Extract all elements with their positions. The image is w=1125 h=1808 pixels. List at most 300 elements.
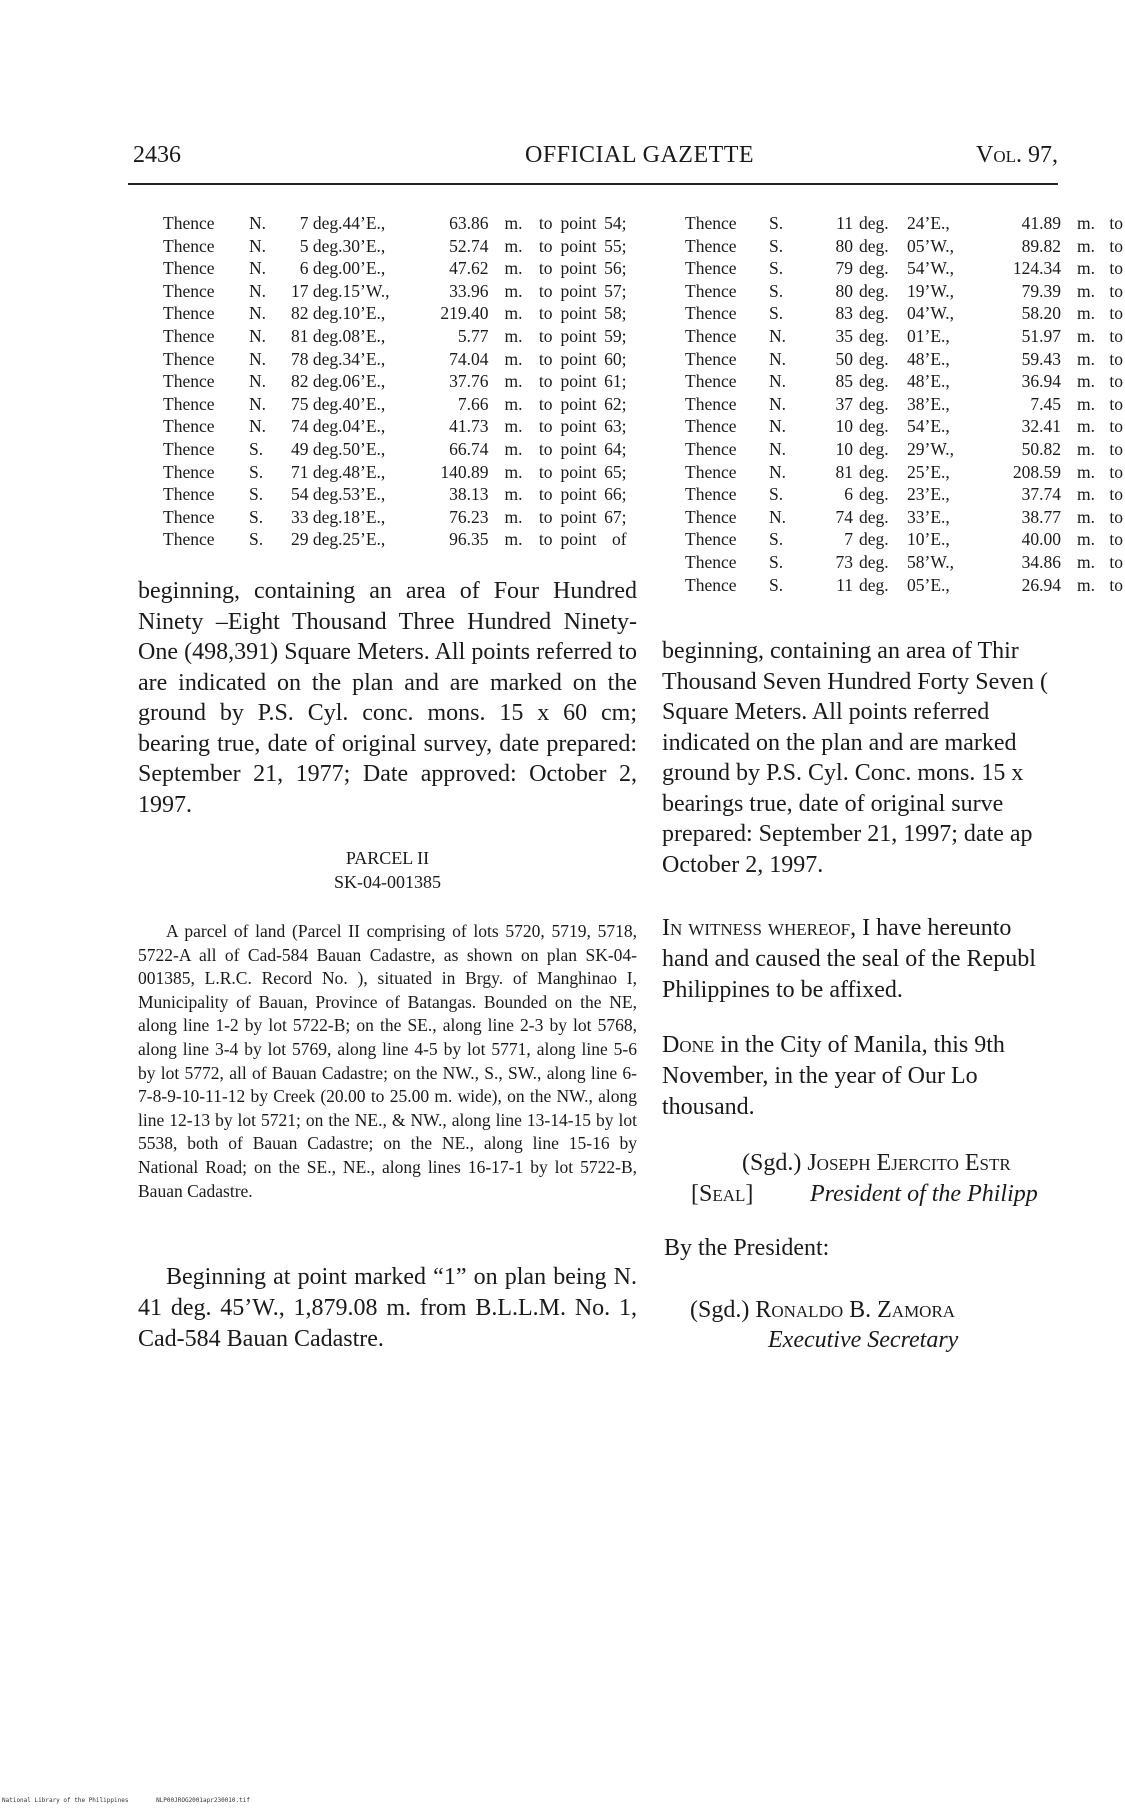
witness-line3: Philippines to be affixed. xyxy=(662,977,903,1003)
course-cell: N. xyxy=(249,213,267,233)
course-cell: 05’E., xyxy=(907,574,950,595)
scan-footer xyxy=(2,1797,274,1804)
course-cell: N. xyxy=(769,461,787,482)
right-courses-table xyxy=(685,212,1123,596)
course-row xyxy=(685,370,1123,393)
course-cell: 04’E., xyxy=(342,416,386,437)
course-cell: to xyxy=(1109,461,1123,482)
president-name: Joseph Ejercito Estr xyxy=(807,1150,1011,1176)
course-cell: to xyxy=(538,506,553,527)
course-cell: N. xyxy=(769,393,787,414)
course-cell: Thence xyxy=(685,529,737,550)
left-courses-table xyxy=(163,212,627,551)
course-cell: N. xyxy=(249,303,267,324)
course-cell: 76.23 xyxy=(449,506,489,527)
course-cell: Thence xyxy=(163,416,215,437)
course-cell: deg. xyxy=(859,325,889,346)
course-cell: m. xyxy=(1077,371,1095,392)
course-cell: Thence xyxy=(685,303,737,324)
course-cell: 01’E., xyxy=(907,325,950,346)
course-row xyxy=(685,461,1123,484)
course-cell: Thence xyxy=(163,529,215,550)
course-cell: 38.77 xyxy=(1021,506,1061,527)
course-cell: 10 xyxy=(835,416,853,437)
course-cell: 74 deg. xyxy=(291,416,343,437)
course-cell: 66; xyxy=(604,484,627,505)
course-cell: Thence xyxy=(685,325,737,346)
course-cell: to xyxy=(1109,325,1123,346)
course-cell: to xyxy=(1109,258,1123,279)
course-cell: 40’E., xyxy=(342,393,386,414)
course-cell: 81 xyxy=(835,461,853,482)
course-row xyxy=(685,415,1123,438)
course-cell: Thence xyxy=(163,371,215,392)
course-cell: to xyxy=(1109,506,1123,527)
course-cell: to xyxy=(1109,348,1123,369)
course-cell: 17 deg. xyxy=(291,280,343,301)
course-cell: 25’E., xyxy=(907,461,950,482)
course-cell: Thence xyxy=(685,213,737,233)
course-cell: point xyxy=(560,280,597,301)
course-cell: S. xyxy=(769,574,784,595)
course-cell: m. xyxy=(1077,461,1095,482)
course-cell: Thence xyxy=(163,506,215,527)
course-cell: 59; xyxy=(604,325,627,346)
course-cell: m. xyxy=(504,325,523,346)
course-cell: N. xyxy=(769,348,787,369)
course-cell: 67; xyxy=(604,506,627,527)
course-cell: 58.20 xyxy=(1021,303,1061,324)
course-cell: m. xyxy=(504,438,523,459)
course-cell: m. xyxy=(504,280,523,301)
parcel-description: A parcel of land (Parcel II comprising of lots 5720, 5719, 5718, 5722-A all of Cad-584 Bauan Cadastre, as shown on plan SK-04-001385, L.R.C. Record No. ), situated in Brgy. of Manghinao I, Municipality of Bauan, Province of Batangas. Bounded on the NE, along line 1-2 by lot 5722-B; on the SE., along line 2-3 by lot 5768, along line 3-4 by lot 5769, along line 4-5 by lot 5771, along line 5-6 by lot 5772, all of Bauan Cadastre; on the NW., S., SW., along line 6-7-8-9-10-11-12 by Creek (20.00 to 25.00 m. wide), on the NW., along line 12-13 by lot 5721; on the NE., & NW., along line 13-14-15 by lot 5538, both of Bauan Cadastre; on the NE., along line 15-16 by National Road; on the SE., NE., along lines 16-17-1 by lot 5722-B, Bauan Cadastre. xyxy=(138,921,637,1201)
course-cell: 04’W., xyxy=(907,303,954,324)
course-cell: 6 deg. xyxy=(299,258,343,279)
course-cell: Thence xyxy=(163,348,215,369)
course-cell: 50 xyxy=(835,348,853,369)
course-cell: m. xyxy=(1077,438,1095,459)
by-the-president: By the President: xyxy=(664,1235,830,1261)
course-cell: point xyxy=(560,484,597,505)
course-row xyxy=(163,212,627,235)
parcel-title: PARCEL II xyxy=(345,848,430,868)
course-cell: to xyxy=(1109,529,1123,550)
course-cell: m. xyxy=(504,416,523,437)
course-cell: 11 xyxy=(836,213,853,233)
course-cell: Thence xyxy=(685,484,737,505)
closing-line: Thousand Seven Hundred Forty Seven ( xyxy=(662,668,1048,695)
course-cell: m. xyxy=(1077,484,1095,505)
course-cell: N. xyxy=(249,348,267,369)
course-cell: S. xyxy=(769,213,784,233)
course-cell: deg. xyxy=(859,484,889,505)
course-cell: Thence xyxy=(685,348,737,369)
course-cell: deg. xyxy=(859,416,889,437)
course-row xyxy=(685,574,1123,597)
course-cell: 74 xyxy=(835,506,853,527)
course-cell: deg. xyxy=(859,303,889,324)
course-cell: N. xyxy=(249,235,267,256)
course-cell: m. xyxy=(504,371,523,392)
course-cell: deg. xyxy=(859,574,889,595)
course-cell: N. xyxy=(769,325,787,346)
course-cell: 208.59 xyxy=(1012,461,1061,482)
course-row xyxy=(685,551,1123,574)
course-cell: m. xyxy=(504,484,523,505)
course-cell: m. xyxy=(1077,529,1095,550)
course-cell: Thence xyxy=(163,438,215,459)
course-cell: 29 deg. xyxy=(291,529,343,550)
course-cell: 58; xyxy=(604,303,627,324)
course-cell: 25’E., xyxy=(342,529,386,550)
course-cell: m. xyxy=(1077,416,1095,437)
course-cell: Thence xyxy=(685,371,737,392)
course-cell: 54’E., xyxy=(907,416,950,437)
secretary-signature xyxy=(690,1297,955,1324)
secretary-sgd: (Sgd.) xyxy=(690,1297,756,1323)
course-cell: 74.04 xyxy=(449,348,489,369)
course-cell: Thence xyxy=(685,393,737,414)
course-cell: 49 deg. xyxy=(291,438,343,459)
course-cell: 23’E., xyxy=(907,484,950,505)
course-cell: Thence xyxy=(163,484,215,505)
course-cell: deg. xyxy=(859,551,889,572)
course-cell: 51.97 xyxy=(1021,325,1061,346)
course-cell: deg. xyxy=(859,371,889,392)
course-cell: 7.66 xyxy=(457,393,489,414)
course-cell: m. xyxy=(1077,213,1095,233)
course-cell: m. xyxy=(504,235,523,256)
closing-line: Square Meters. All points referred xyxy=(662,699,990,725)
course-row xyxy=(685,348,1123,371)
course-row xyxy=(163,461,627,484)
header-rule xyxy=(128,183,1058,185)
course-cell: S. xyxy=(769,235,784,256)
course-cell: 54’W., xyxy=(907,258,954,279)
course-row xyxy=(163,438,627,461)
course-cell: 00’E., xyxy=(342,258,386,279)
course-row xyxy=(163,348,627,371)
course-cell: 50.82 xyxy=(1021,438,1061,459)
footer-file: NLP00JROG2001apr230010.tif xyxy=(156,1797,250,1804)
course-cell: 62; xyxy=(604,393,627,414)
course-row xyxy=(685,257,1123,280)
course-cell: Thence xyxy=(163,213,215,233)
course-cell: S. xyxy=(249,506,264,527)
course-cell: 66.74 xyxy=(449,438,489,459)
course-cell: 61; xyxy=(604,371,627,392)
course-cell: N. xyxy=(249,416,267,437)
course-cell: 08’E., xyxy=(342,325,386,346)
course-row xyxy=(685,483,1123,506)
course-cell: deg. xyxy=(859,393,889,414)
course-cell: point xyxy=(560,258,597,279)
course-cell: 140.89 xyxy=(440,461,489,482)
course-cell: point xyxy=(560,461,597,482)
course-cell: deg. xyxy=(859,438,889,459)
course-cell: m. xyxy=(1077,393,1095,414)
course-cell: 10 xyxy=(835,438,853,459)
course-cell: 7.45 xyxy=(1030,393,1061,414)
president-sgd: (Sgd.) xyxy=(742,1150,808,1176)
course-cell: 5 deg. xyxy=(299,235,343,256)
volume-label: Vol. 97, xyxy=(976,142,1058,168)
course-cell: S. xyxy=(769,280,784,301)
course-row xyxy=(163,280,627,303)
course-cell: m. xyxy=(504,461,523,482)
course-cell: Thence xyxy=(685,235,737,256)
course-cell: N. xyxy=(769,506,787,527)
course-cell: 80 xyxy=(835,280,853,301)
course-cell: 41.89 xyxy=(1021,213,1061,233)
course-cell: N. xyxy=(769,438,787,459)
course-cell: deg. xyxy=(859,258,889,279)
course-cell: 33.96 xyxy=(449,280,489,301)
course-cell: 40.00 xyxy=(1021,529,1061,550)
course-row xyxy=(685,506,1123,529)
course-cell: S. xyxy=(249,438,264,459)
course-cell: m. xyxy=(504,393,523,414)
course-cell: point xyxy=(560,303,597,324)
course-row xyxy=(685,280,1123,303)
course-cell: 50’E., xyxy=(342,438,386,459)
course-cell: to xyxy=(1109,438,1123,459)
course-cell: 79 xyxy=(835,258,853,279)
course-cell: to xyxy=(1109,213,1123,233)
done-clause xyxy=(662,1030,1062,1123)
course-cell: S. xyxy=(769,529,784,550)
course-cell: m. xyxy=(504,348,523,369)
course-cell: 80 xyxy=(835,235,853,256)
course-cell: 59.43 xyxy=(1021,348,1061,369)
course-row xyxy=(163,393,627,416)
course-cell: S. xyxy=(249,529,264,550)
course-cell: N. xyxy=(249,393,267,414)
course-cell: N. xyxy=(249,258,267,279)
done-lead: Done xyxy=(662,1032,715,1058)
course-cell: to xyxy=(1109,551,1123,572)
course-cell: 53’E., xyxy=(342,484,386,505)
course-cell: Thence xyxy=(685,506,737,527)
course-cell: N. xyxy=(249,371,267,392)
course-cell: S. xyxy=(249,461,264,482)
president-title: President of the Philipp xyxy=(810,1181,1038,1207)
seal-mark: [Seal] xyxy=(691,1181,754,1207)
course-cell: 5.77 xyxy=(457,325,489,346)
course-cell: to xyxy=(538,416,553,437)
course-cell: to xyxy=(538,213,553,233)
course-cell: Thence xyxy=(685,438,737,459)
course-cell: 96.35 xyxy=(449,529,489,550)
course-cell: of xyxy=(611,529,627,550)
right-closing-paragraph xyxy=(662,636,1062,880)
course-cell: 37.76 xyxy=(449,371,489,392)
course-cell: S. xyxy=(769,551,784,572)
course-row xyxy=(163,483,627,506)
course-cell: 18’E., xyxy=(342,506,386,527)
course-cell: m. xyxy=(1077,235,1095,256)
course-cell: 35 xyxy=(835,325,853,346)
course-cell: Thence xyxy=(685,258,737,279)
beginning-paragraph: Beginning at point marked “1” on plan being N. 41 deg. 45’W., 1,879.08 m. from B.L.L.M. No. 1, Cad-584 Bauan Cadastre. xyxy=(138,1264,637,1352)
course-cell: Thence xyxy=(685,280,737,301)
course-row xyxy=(163,506,627,529)
course-cell: 54 deg. xyxy=(291,484,343,505)
course-cell: 82 deg. xyxy=(291,371,343,392)
course-cell: Thence xyxy=(163,280,215,301)
course-cell: Thence xyxy=(163,258,215,279)
course-cell: to xyxy=(538,235,553,256)
course-cell: Thence xyxy=(163,303,215,324)
course-cell: deg. xyxy=(859,461,889,482)
course-cell: 58’W., xyxy=(907,551,954,572)
course-row xyxy=(163,325,627,348)
course-cell: 48’E., xyxy=(907,371,950,392)
course-cell: 36.94 xyxy=(1021,371,1061,392)
course-cell: point xyxy=(560,348,597,369)
course-cell: deg. xyxy=(859,280,889,301)
course-cell: 30’E., xyxy=(342,235,386,256)
course-row xyxy=(163,235,627,258)
course-row xyxy=(163,370,627,393)
course-cell: S. xyxy=(249,484,264,505)
course-cell: 24’E., xyxy=(907,213,950,233)
course-cell: 124.34 xyxy=(1012,258,1061,279)
course-cell: point xyxy=(560,371,597,392)
course-cell: 48’E., xyxy=(907,348,950,369)
course-cell: to xyxy=(538,303,553,324)
closing-line: prepared: September 21, 1997; date ap xyxy=(662,821,1033,847)
course-cell: N. xyxy=(249,325,267,346)
course-cell: 11 xyxy=(836,574,853,595)
course-cell: deg. xyxy=(859,529,889,550)
witness-clause xyxy=(662,913,1062,1006)
course-cell: m. xyxy=(1077,325,1095,346)
course-cell: m. xyxy=(1077,258,1095,279)
course-cell: 10’E., xyxy=(907,529,950,550)
course-cell: 41.73 xyxy=(449,416,489,437)
course-cell: 33’E., xyxy=(907,506,950,527)
course-cell: to xyxy=(538,325,553,346)
course-cell: point xyxy=(560,416,597,437)
page-header xyxy=(133,142,1058,178)
course-cell: Thence xyxy=(685,574,737,595)
done-line3: thousand. xyxy=(662,1094,755,1120)
course-cell: 47.62 xyxy=(449,258,489,279)
course-cell: 89.82 xyxy=(1021,235,1061,256)
course-cell: Thence xyxy=(163,461,215,482)
closing-line: beginning, containing an area of Thir xyxy=(662,638,1019,664)
course-cell: to xyxy=(1109,416,1123,437)
course-cell: 34.86 xyxy=(1021,551,1061,572)
done-line2: November, in the year of Our Lo xyxy=(662,1063,978,1089)
course-cell: to xyxy=(538,280,553,301)
course-cell: 26.94 xyxy=(1021,574,1061,595)
course-cell: 55; xyxy=(604,235,627,256)
course-cell: 52.74 xyxy=(449,235,489,256)
done-line1: in the City of Manila, this 9th xyxy=(714,1032,1005,1058)
course-cell: to xyxy=(538,438,553,459)
course-row xyxy=(685,235,1123,258)
publication-title: OFFICIAL GAZETTE xyxy=(525,142,755,168)
course-cell: 82 deg. xyxy=(291,303,343,324)
course-row xyxy=(685,393,1123,416)
course-cell: S. xyxy=(769,303,784,324)
course-row xyxy=(685,212,1123,235)
course-cell: m. xyxy=(1077,280,1095,301)
course-cell: 54; xyxy=(604,213,627,233)
course-cell: 65; xyxy=(604,461,627,482)
course-cell: m. xyxy=(504,529,523,550)
course-cell: deg. xyxy=(859,235,889,256)
secretary-title: Executive Secretary xyxy=(768,1327,959,1353)
course-cell: S. xyxy=(769,258,784,279)
footer-library: National Library of the Philippines xyxy=(2,1797,129,1804)
course-cell: 81 deg. xyxy=(291,325,343,346)
course-cell: 57; xyxy=(604,280,627,301)
course-cell: 29’W., xyxy=(907,438,954,459)
course-cell: m. xyxy=(504,303,523,324)
course-cell: Thence xyxy=(685,416,737,437)
course-row xyxy=(685,528,1123,551)
course-cell: 7 xyxy=(844,529,853,550)
course-cell: 44’E., xyxy=(342,213,386,233)
course-cell: to xyxy=(538,348,553,369)
course-cell: m. xyxy=(1077,303,1095,324)
witness-lead: In witness whereof, xyxy=(662,915,857,941)
course-cell: to xyxy=(538,529,553,550)
course-cell: 78 deg. xyxy=(291,348,343,369)
witness-line2: hand and caused the seal of the Republ xyxy=(662,946,1036,972)
course-cell: N. xyxy=(769,371,787,392)
course-cell: 38.13 xyxy=(449,484,489,505)
course-cell: deg. xyxy=(859,348,889,369)
closing-line: ground by P.S. Cyl. Conc. mons. 15 x xyxy=(662,760,1024,786)
president-signature xyxy=(742,1150,1062,1177)
course-cell: Thence xyxy=(163,235,215,256)
course-cell: 64; xyxy=(604,438,627,459)
course-cell: to xyxy=(538,258,553,279)
course-cell: to xyxy=(1109,235,1123,256)
course-cell: 79.39 xyxy=(1021,280,1061,301)
page-number: 2436 xyxy=(133,142,181,168)
course-cell: m. xyxy=(504,506,523,527)
course-cell: to xyxy=(538,484,553,505)
course-cell: deg. xyxy=(859,213,889,233)
course-cell: point xyxy=(560,506,597,527)
course-cell: point xyxy=(560,235,597,256)
course-cell: 6 xyxy=(844,484,853,505)
course-cell: 06’E., xyxy=(342,371,386,392)
course-row xyxy=(163,415,627,438)
closing-line: bearings true, date of original surve xyxy=(662,790,1004,817)
course-cell: m. xyxy=(504,258,523,279)
course-row xyxy=(685,302,1123,325)
course-cell: 10’E., xyxy=(342,303,386,324)
course-cell: 85 xyxy=(835,371,853,392)
course-cell: m. xyxy=(504,213,523,233)
course-cell: to xyxy=(1109,280,1123,301)
course-cell: to xyxy=(538,393,553,414)
course-cell: m. xyxy=(1077,506,1095,527)
course-cell: 219.40 xyxy=(440,303,489,324)
closing-line: October 2, 1997. xyxy=(662,851,824,878)
course-cell: 15’W., xyxy=(342,280,390,301)
course-cell: 05’W., xyxy=(907,235,954,256)
course-cell: 48’E., xyxy=(342,461,386,482)
course-cell: m. xyxy=(1077,551,1095,572)
course-cell: 38’E., xyxy=(907,393,950,414)
